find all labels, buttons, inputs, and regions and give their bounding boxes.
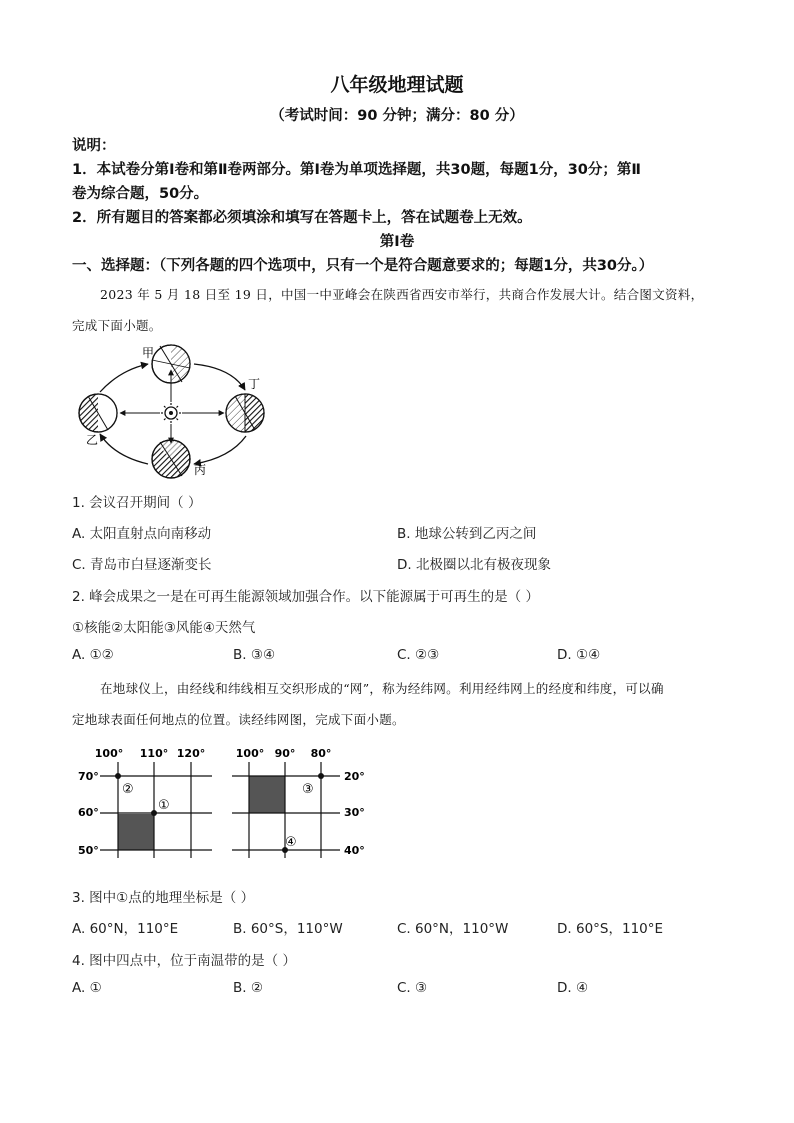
question-1-stem: 1. 会议召开期间（ ） xyxy=(72,495,202,511)
grid-right-lat-20: 20° xyxy=(344,770,365,783)
grid-right-point-4: ④ xyxy=(285,835,297,850)
grid-right-lat-30: 30° xyxy=(344,806,365,819)
question-2-stem: 2. 峰会成果之一是在可再生能源领域加强合作。以下能源属于可再生的是（ ） xyxy=(72,589,539,605)
question-3-option-c[interactable]: C. 60°N，110°W xyxy=(397,921,509,937)
question-2-option-b[interactable]: B. ③④ xyxy=(233,647,276,663)
passage-2-line-2: 定地球表面任何地点的位置。读经纬网图，完成下面小题。 xyxy=(72,712,405,727)
grid-left-lon-100: 100° xyxy=(94,747,124,760)
grid-left-lon-120: 120° xyxy=(176,747,206,760)
question-1-option-a[interactable]: A. 太阳直射点向南移动 xyxy=(72,526,212,542)
grid-left-lat-50: 50° xyxy=(78,844,99,857)
question-4-stem: 4. 图中四点中，位于南温带的是（ ） xyxy=(72,953,296,969)
exam-duration-score: （考试时间：90 分钟；满分：80 分） xyxy=(270,108,524,124)
grid-right-lon-90: 90° xyxy=(274,747,296,760)
question-3-option-a[interactable]: A. 60°N，110°E xyxy=(72,921,179,937)
question-3-stem: 3. 图中①点的地理坐标是（ ） xyxy=(72,890,255,906)
instruction-1-cont: 卷为综合题，50分。 xyxy=(72,186,209,202)
passage-1-line-2: 完成下面小题。 xyxy=(72,318,162,333)
passage-2-line-1: 在地球仪上，由经线和纬线相互交织形成的“网”，称为经纬网。利用经纬网上的经度和纬度，可以确 xyxy=(100,681,664,696)
globe-yi xyxy=(79,394,117,432)
grid-right-point-3: ③ xyxy=(302,782,314,797)
instruction-2: 2．所有题目的答案都必须填涂和填写在答题卡上，答在试题卷上无效。 xyxy=(72,210,532,226)
instructions-heading: 说明： xyxy=(72,138,116,154)
passage-1-line-1: 2023 年 5 月 18 日至 19 日，中国一中亚峰会在陕西省西安市举行，共商合作发展大计。结合图文资料， xyxy=(100,287,704,302)
grid-left-lat-60: 60° xyxy=(78,806,99,819)
question-2-option-c[interactable]: C. ②③ xyxy=(397,647,440,663)
grid-left-point-2: ② xyxy=(122,782,134,797)
globe-ding xyxy=(226,394,264,432)
question-1-option-c[interactable]: C. 青岛市白昼逐渐变长 xyxy=(72,557,212,573)
question-4-option-d[interactable]: D. ④ xyxy=(557,980,589,996)
page-title: 八年级地理试题 xyxy=(330,74,464,96)
question-3-option-d[interactable]: D. 60°S，110°E xyxy=(557,921,664,937)
section-title: 第Ⅰ卷 xyxy=(379,234,415,250)
orbit-label-bing: 丙 xyxy=(194,463,207,477)
question-4-option-c[interactable]: C. ③ xyxy=(397,980,428,996)
grid-right-lat-40: 40° xyxy=(344,844,365,857)
grid-left-lon-110: 110° xyxy=(139,747,169,760)
grid-right-lon-100: 100° xyxy=(235,747,265,760)
question-1-option-b[interactable]: B. 地球公转到乙丙之间 xyxy=(397,526,537,542)
question-3-option-b[interactable]: B. 60°S，110°W xyxy=(233,921,343,937)
orbit-label-jia: 甲 xyxy=(142,346,155,360)
question-2-option-a[interactable]: A. ①② xyxy=(72,647,114,663)
part-one-heading: 一、选择题：（下列各题的四个选项中，只有一个是符合题意要求的；每题1分，共30分。） xyxy=(72,258,654,274)
question-4-option-b[interactable]: B. ② xyxy=(233,980,263,996)
globe-bing xyxy=(152,440,190,478)
grid-left-point-1: ① xyxy=(158,798,170,813)
latlon-grid-right xyxy=(228,742,378,862)
orbit-label-yi: 乙 xyxy=(86,433,99,447)
instruction-1: 1．本试卷分第Ⅰ卷和第Ⅱ卷两部分。第Ⅰ卷为单项选择题，共30题，每题1分，30分；第Ⅱ xyxy=(72,162,641,178)
question-2-items: ①核能②太阳能③风能④天然气 xyxy=(72,620,256,636)
latlon-grid-left xyxy=(70,742,220,862)
question-1-option-d[interactable]: D. 北极圈以北有极夜现象 xyxy=(397,557,551,573)
question-4-option-a[interactable]: A. ① xyxy=(72,980,102,996)
grid-left-lat-70: 70° xyxy=(78,770,99,783)
earth-orbit-diagram xyxy=(70,340,280,480)
orbit-label-ding: 丁 xyxy=(248,377,261,391)
grid-right-lon-80: 80° xyxy=(310,747,332,760)
question-2-option-d[interactable]: D. ①④ xyxy=(557,647,601,663)
sun-icon xyxy=(161,403,181,423)
